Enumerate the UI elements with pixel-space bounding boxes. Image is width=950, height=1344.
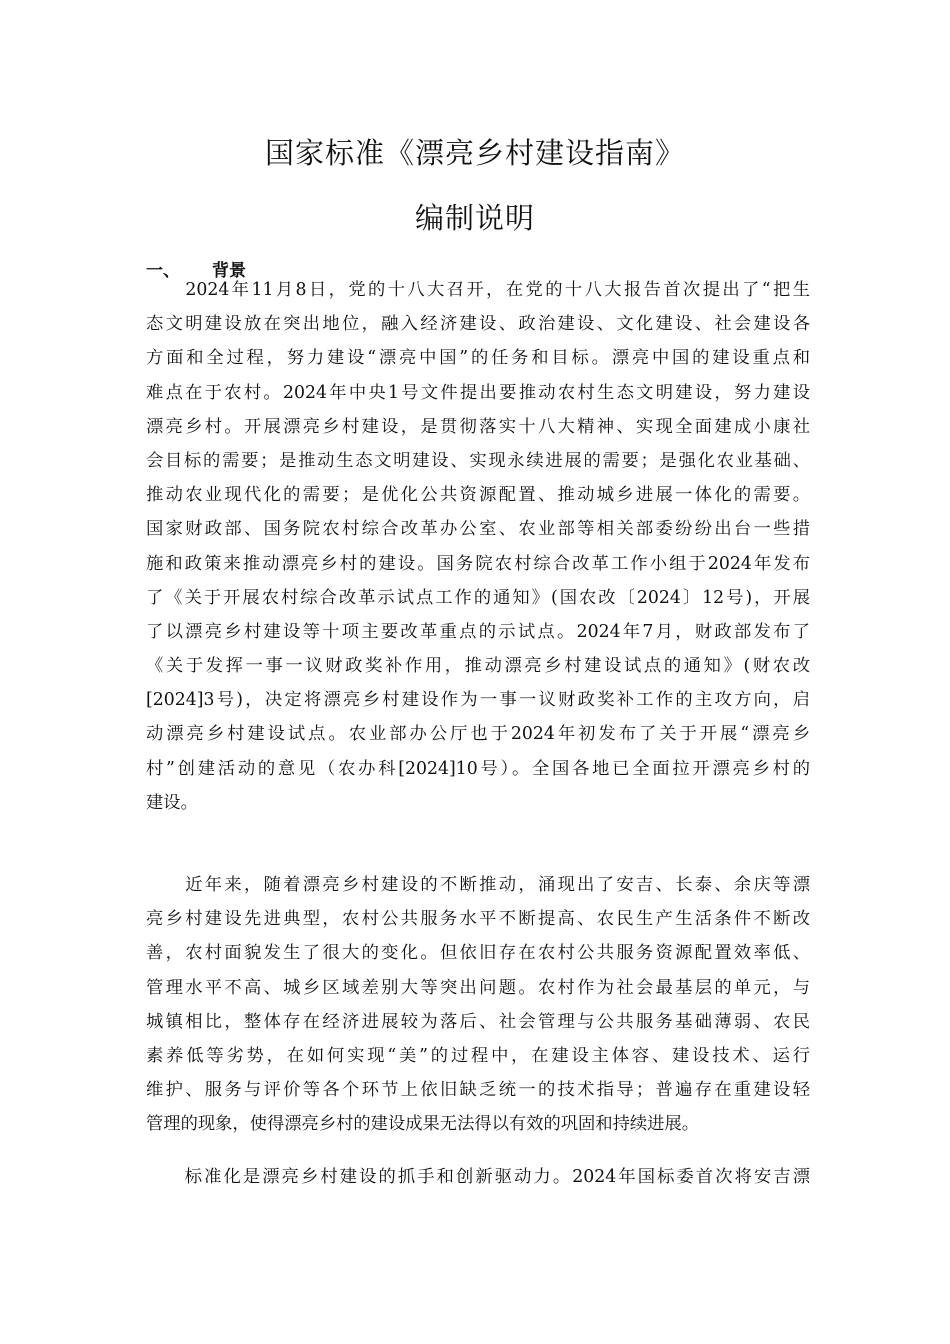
paragraph-line: 村”创建活动的意见（农办科[2024]10号）。全国各地已全面拉开漂亮乡村的 bbox=[146, 758, 810, 779]
paragraph-line: 了《关于开展农村综合改革示试点工作的通知》(国农改〔2024〕12号)，开展 bbox=[146, 587, 810, 608]
paragraph-line: 善，农村面貌发生了很大的变化。但依旧存在农村公共服务资源配置效率低、 bbox=[146, 943, 810, 964]
paragraph-line: 管理水平不高、城乡区域差别大等突出问题。农村作为社会最基层的单元，与 bbox=[146, 977, 810, 998]
paragraph-3 bbox=[146, 1160, 810, 1194]
paragraph-line: 动漂亮乡村建设试点。农业部办公厅也于2024年初发布了关于开展“漂亮乡 bbox=[146, 724, 810, 745]
paragraph-line: 管理的现象，使得漂亮乡村的建设成果无法得以有效的巩固和持续进展。 bbox=[146, 1114, 700, 1135]
paragraph-1 bbox=[146, 273, 810, 820]
paragraph-line: 素养低等劣势，在如何实现“美”的过程中，在建设主体容、建设技术、运行 bbox=[146, 1045, 810, 1066]
paragraph-line: 漂亮乡村。开展漂亮乡村建设，是贯彻落实十八大精神、实现全面建成小康社 bbox=[146, 416, 810, 437]
paragraph-line: 近年来，随着漂亮乡村建设的不断推动，涌现出了安吉、长泰、余庆等漂 bbox=[146, 875, 810, 895]
paragraph-line: 方面和全过程，努力建设“漂亮中国”的任务和目标。漂亮中国的建设重点和 bbox=[146, 348, 810, 369]
paragraph-line: 维护、服务与评价等各个环节上依旧缺乏统一的技术指导；普遍存在重建设轻 bbox=[146, 1080, 810, 1101]
paragraph-line: 推动农业现代化的需要；是优化公共资源配置、推动城乡进展一体化的需要。 bbox=[146, 485, 810, 506]
paragraph-line: 难点在于农村。2024年中央1号文件提出要推动农村生态文明建设，努力建设 bbox=[146, 382, 810, 403]
paragraph-line: 施和政策来推动漂亮乡村的建设。国务院农村综合改革工作小组于2024年发布 bbox=[146, 553, 810, 574]
paragraph-line: 态文明建设放在突出地位，融入经济建设、政治建设、文化建设、社会建设各 bbox=[146, 314, 810, 335]
document-title: 国家标准《漂亮乡村建设指南》 bbox=[264, 136, 685, 170]
paragraph-2 bbox=[146, 868, 810, 1142]
section-title: 背景 bbox=[212, 261, 246, 281]
document-subtitle: 编制说明 bbox=[414, 201, 535, 235]
paragraph-line: 亮乡村建设先进典型，农村公共服务水平不断提高、农民生产生活条件不断改 bbox=[146, 909, 810, 930]
paragraph-line: 标准化是漂亮乡村建设的抓手和创新驱动力。2024年国标委首次将安吉漂 bbox=[146, 1167, 810, 1187]
paragraph-line: 城镇相比，整体存在经济进展较为落后、社会管理与公共服务基础薄弱、农民 bbox=[146, 1011, 810, 1032]
paragraph-line: 会目标的需要；是推动生态文明建设、实现永续进展的需要；是强化农业基础、 bbox=[146, 450, 810, 471]
paragraph-line: 了以漂亮乡村建设等十项主要改革重点的示试点。2024年7月，财政部发布了 bbox=[146, 621, 810, 642]
paragraph-line: 建设。 bbox=[146, 792, 198, 813]
paragraph-line: 《关于发挥一事一议财政奖补作用，推动漂亮乡村建设试点的通知》(财农改 bbox=[146, 656, 810, 677]
section-number: 一、 bbox=[146, 261, 180, 281]
paragraph-line: [2024]3号)，决定将漂亮乡村建设作为一事一议财政奖补工作的主攻方向，启 bbox=[146, 690, 810, 711]
paragraph-line: 国家财政部、国务院农村综合改革办公室、农业部等相关部委纷纷出台一些措 bbox=[146, 519, 810, 540]
paragraph-line: 2024年11月8日，党的十八大召开，在党的十八大报告首次提出了“把生 bbox=[146, 280, 810, 300]
